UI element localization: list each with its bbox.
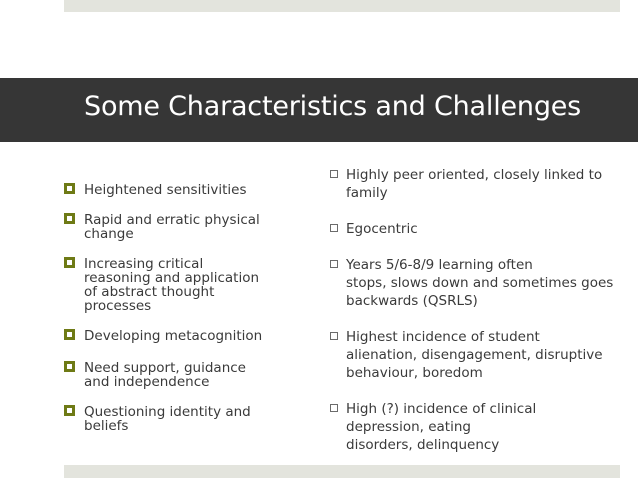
bottom-decor-bar: [64, 465, 620, 478]
hollow-square-bullet-icon: [330, 170, 338, 178]
list-item: [64, 213, 304, 241]
list-item-text: Years 5/6-8/9 learning often stops, slows down and sometimes goes backwards (QSRLS): [346, 257, 614, 309]
list-item-text: Rapid and erratic physical change: [84, 212, 260, 242]
list-item-text: Heightened sensitivities: [84, 182, 247, 198]
list-item-text: Highly peer oriented, closely linked to family: [346, 167, 603, 201]
list-item: [64, 257, 304, 313]
list-item-text: Need support, guidance and independence: [84, 360, 246, 390]
left-bullet-list: [64, 183, 304, 433]
list-item: [330, 328, 635, 382]
hollow-square-bullet-icon: [330, 224, 338, 232]
hollow-square-bullet-icon: [330, 332, 338, 340]
list-item: [64, 329, 304, 343]
list-item-text: Questioning identity and beliefs: [84, 404, 251, 434]
filled-square-bullet-icon: [64, 329, 75, 340]
filled-square-bullet-icon: [64, 257, 75, 268]
list-item: [64, 361, 304, 389]
list-item-text: Egocentric: [346, 221, 418, 237]
slide-title: Some Characteristics and Challenges: [84, 91, 582, 122]
filled-square-bullet-icon: [64, 405, 75, 416]
list-item-text: Highest incidence of student alienation, disengagement, disruptive behaviour, boredom: [346, 329, 603, 381]
list-item-text: Increasing critical reasoning and application of abstract thought processes: [84, 256, 260, 314]
top-decor-bar: [64, 0, 620, 12]
list-item: [330, 166, 635, 202]
hollow-square-bullet-icon: [330, 404, 338, 412]
list-item: [330, 220, 635, 238]
right-bullet-list: [330, 166, 635, 454]
hollow-square-bullet-icon: [330, 260, 338, 268]
list-item-text: High (?) incidence of clinical depression, eating disorders, delinquency: [346, 401, 537, 453]
list-item-text: Developing metacognition: [84, 328, 263, 344]
list-item: [330, 256, 635, 310]
list-item: [64, 183, 304, 197]
filled-square-bullet-icon: [64, 361, 75, 372]
list-item: [330, 400, 635, 454]
filled-square-bullet-icon: [64, 213, 75, 224]
filled-square-bullet-icon: [64, 183, 75, 194]
list-item: [64, 405, 304, 433]
